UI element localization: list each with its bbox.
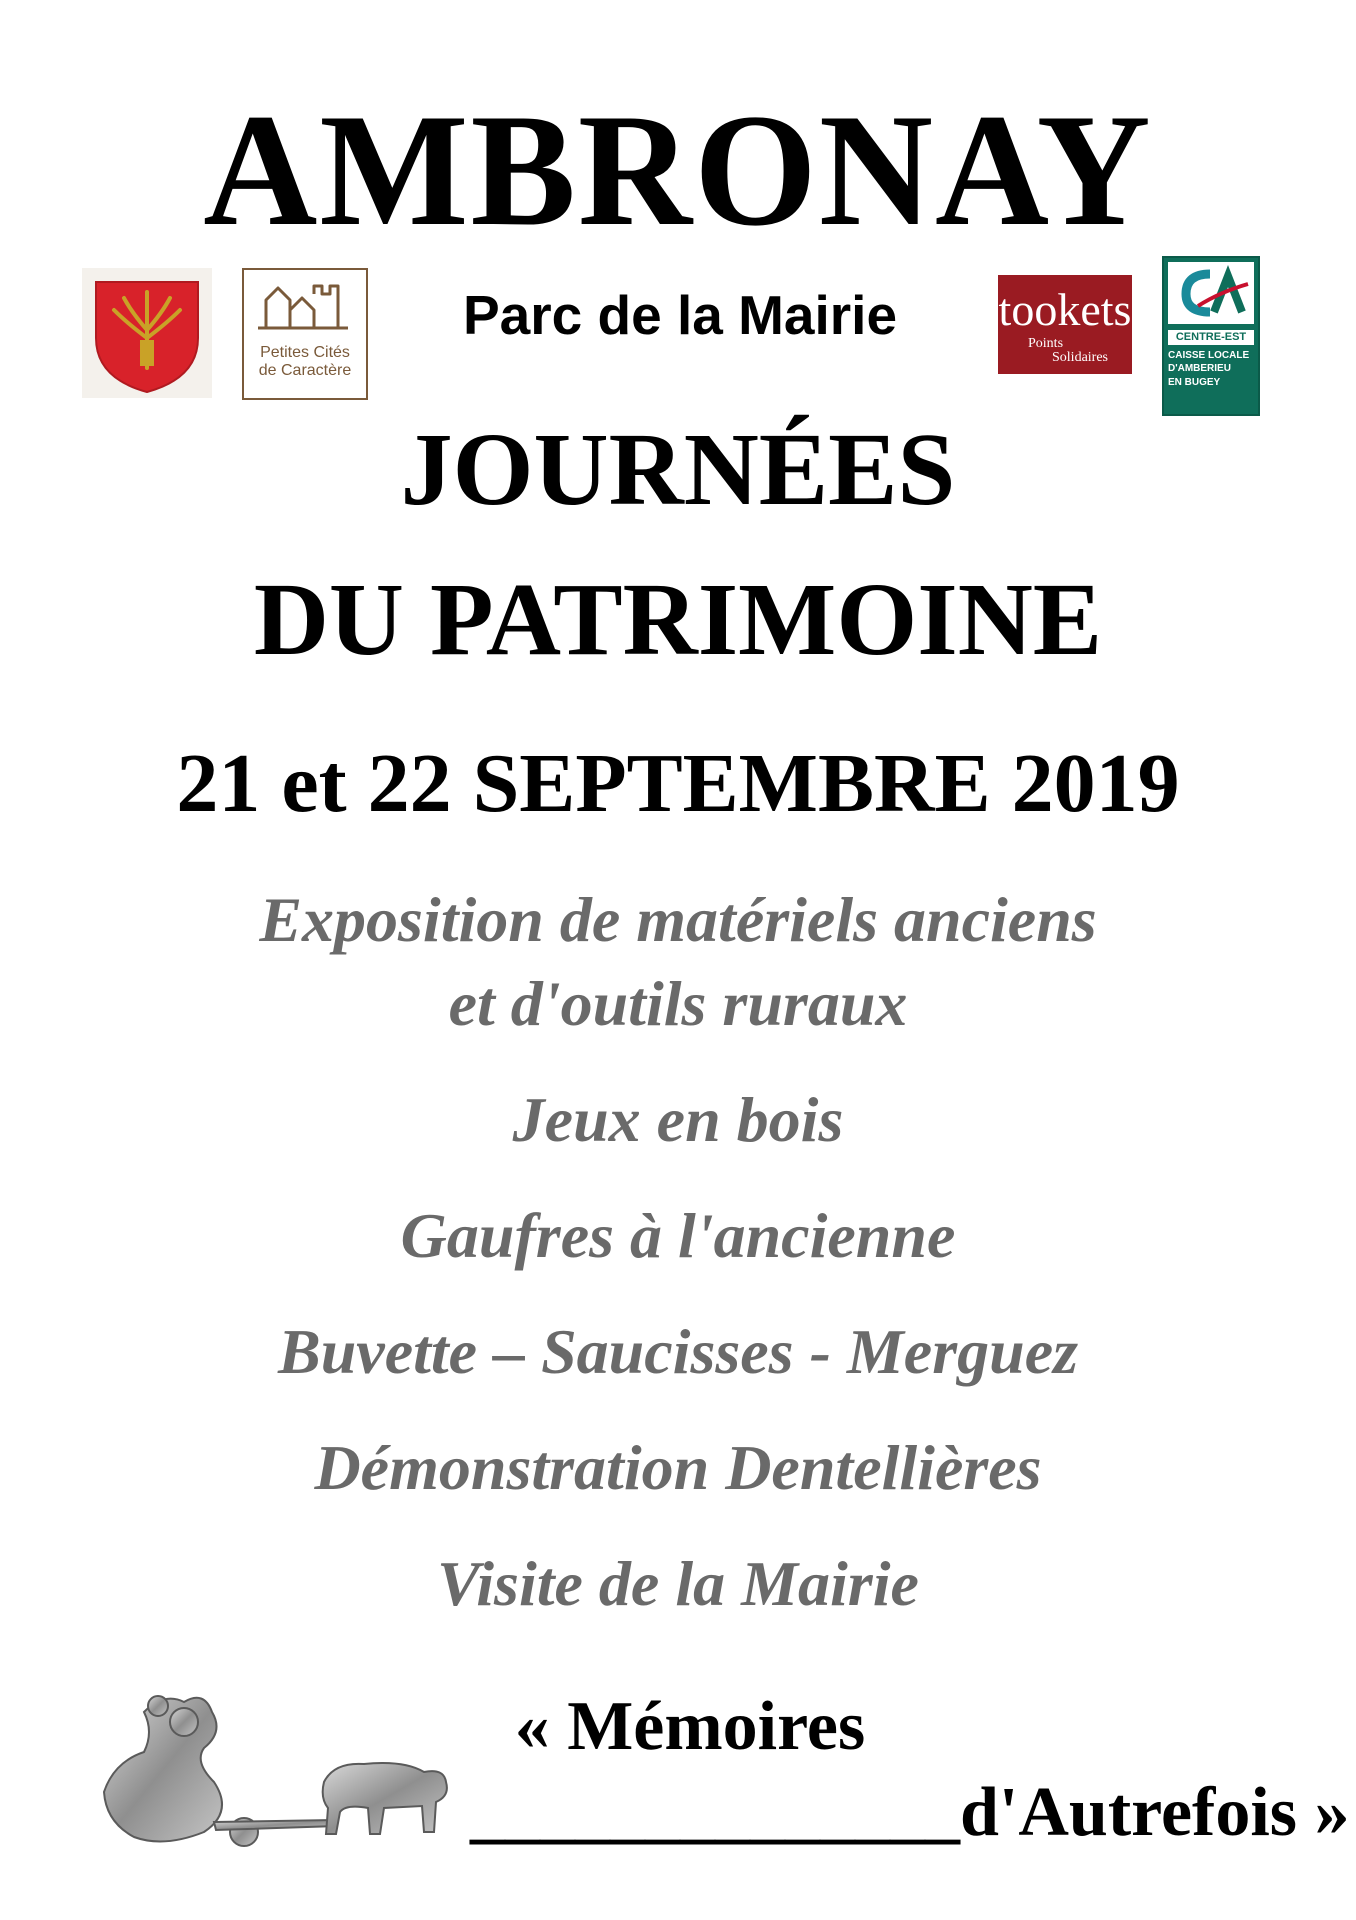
activity-exposition-line1: Exposition de matériels anciens [259,884,1097,955]
activity-buvette: Buvette – Saucisses - Merguez [278,1316,1078,1387]
activity-jeux: Jeux en bois [512,1084,844,1155]
ca-line1: CENTRE-EST [1168,330,1254,345]
event-title-line1: JOURNÉES [400,412,956,527]
activity-exposition-line2: et d'outils ruraux [448,968,908,1039]
activity-dentellieres: Démonstration Dentellières [314,1432,1042,1503]
tookets-logo [998,275,1132,374]
event-dates: 21 et 22 SEPTEMBRE 2019 [176,737,1180,830]
slogan-line2: ______________d'Autrefois » [470,1774,1350,1851]
tookets-wordmark: tookets [998,284,1132,335]
pcc-line1: Petites Cités [260,344,350,361]
ca-line3: D'AMBERIEU [1168,363,1231,375]
activity-gaufres: Gaufres à l'ancienne [400,1200,956,1271]
pcc-line2: de Caractère [258,362,352,380]
credit-agricole-logo [1162,256,1260,416]
ca-line4: EN BUGEY [1168,376,1221,388]
petites-cites-logo [242,268,368,400]
ca-line2: CAISSE LOCALE [1168,349,1250,361]
ca-emblem-icon [1168,262,1254,324]
tookets-sub2: Solidaires [1052,350,1108,365]
event-title-line2: DU PATRIMOINE [253,562,1103,677]
commune-crest-logo [82,268,212,398]
town-title: AMBRONAY [203,81,1153,260]
activity-visite: Visite de la Mairie [437,1548,919,1619]
slogan-line1: « Mémoires [514,1688,866,1765]
tookets-sub1: Points [1028,336,1064,351]
plough-oxen-illustration [84,1672,464,1860]
venue-label: Parc de la Mairie [462,284,898,346]
